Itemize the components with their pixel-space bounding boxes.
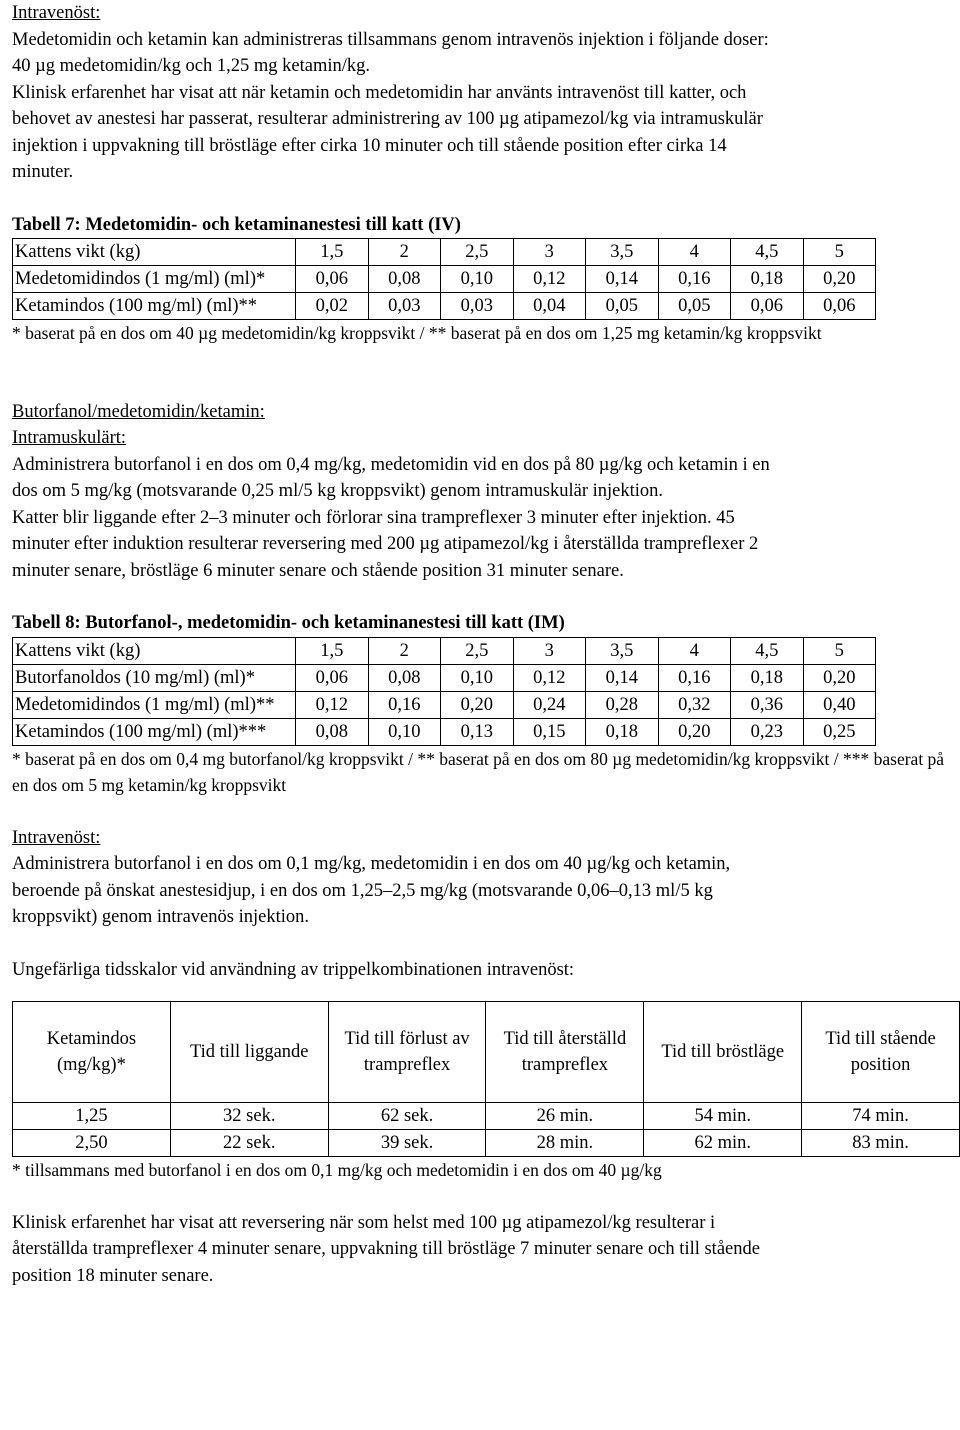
table-cell: 0,14 bbox=[586, 664, 659, 691]
table-cell: Medetomidindos (1 mg/ml) (ml)** bbox=[13, 691, 296, 718]
table-cell: 2,50 bbox=[13, 1130, 171, 1157]
table-cell: 0,24 bbox=[513, 691, 586, 718]
table-cell: 1,5 bbox=[296, 637, 369, 664]
table-cell: 74 min. bbox=[802, 1103, 960, 1130]
bmk-line: Katter blir liggande efter 2–3 minuter och förlorar sina trampreflexer 3 minuter efter injektion. 45 bbox=[12, 507, 735, 528]
bmk-line: minuter efter induktion resulterar reversering med 200 µg atipamezol/kg i återställda trampreflexer 2 bbox=[12, 534, 759, 554]
table-cell: 3,5 bbox=[586, 637, 659, 664]
table-cell: 5 bbox=[803, 239, 876, 266]
iv1-line: Klinisk erfarenhet har visat att när ketamin och medetomidin har använts intravenöst till katter, och bbox=[12, 82, 747, 103]
table-cell: 0,20 bbox=[658, 718, 731, 745]
table-row bbox=[13, 239, 876, 266]
table-cell: 0,15 bbox=[513, 718, 586, 745]
table8-footnote: * baserat på en dos om 0,4 mg butorfanol/kg kroppsvikt / ** baserat på en dos om 80 µg medetomidin/kg kroppsvikt / *** baserat på en dos om 5 mg ketamin/kg kroppsvikt bbox=[12, 748, 945, 795]
table-row bbox=[13, 691, 876, 718]
table-cell: 3 bbox=[513, 239, 586, 266]
table-cell: 0,20 bbox=[803, 664, 876, 691]
table7-footnote: * baserat på en dos om 40 µg medetomidin/kg kroppsvikt / ** baserat på en dos om 1,25 mg ketamin/kg kroppsvikt bbox=[12, 323, 822, 343]
table-cell: Butorfanoldos (10 mg/ml) (ml)* bbox=[13, 664, 296, 691]
table-cell: 0,23 bbox=[731, 718, 804, 745]
table-cell: 0,08 bbox=[368, 266, 441, 293]
table-row bbox=[13, 664, 876, 691]
table-row bbox=[13, 637, 876, 664]
table-cell: 0,13 bbox=[441, 718, 514, 745]
table7-caption: Tabell 7: Medetomidin- och ketaminanestesi till katt (IV) bbox=[12, 214, 461, 235]
table-cell: 62 min. bbox=[644, 1130, 802, 1157]
table-row bbox=[13, 718, 876, 745]
table-cell: 0,16 bbox=[658, 664, 731, 691]
table-header-row bbox=[13, 1002, 960, 1103]
table-row bbox=[13, 1130, 960, 1157]
table-cell: 4,5 bbox=[731, 637, 804, 664]
table-cell: 0,02 bbox=[296, 293, 369, 320]
table-cell: 28 min. bbox=[486, 1130, 644, 1157]
table-cell: 0,10 bbox=[441, 266, 514, 293]
table-cell: 0,18 bbox=[586, 718, 659, 745]
bmk-line: minuter senare, bröstläge 6 minuter senare och stående position 31 minuter senare. bbox=[12, 560, 624, 581]
table-cell: Ketamindos (100 mg/ml) (ml)*** bbox=[13, 718, 296, 745]
iv1-line: behovet av anestesi har passerat, resulterar administrering av 100 µg atipamezol/kg via intramuskulär bbox=[12, 109, 763, 129]
bmk-heading: Butorfanol/medetomidin/ketamin: bbox=[12, 401, 265, 422]
table-cell: 0,28 bbox=[586, 691, 659, 718]
table-cell: 2 bbox=[368, 239, 441, 266]
table-cell: 22 sek. bbox=[170, 1130, 328, 1157]
table-cell: 2,5 bbox=[441, 239, 514, 266]
timescale-footnote: * tillsammans med butorfanol i en dos om 0,1 mg/kg och medetomidin i en dos om 40 µg/kg bbox=[12, 1160, 662, 1180]
table-cell: 0,12 bbox=[513, 266, 586, 293]
bmk-line: Administrera butorfanol i en dos om 0,4 mg/kg, medetomidin vid en dos på 80 µg/kg och ketamin i en bbox=[12, 454, 770, 475]
table-cell: 0,20 bbox=[441, 691, 514, 718]
iv1-line: minuter. bbox=[12, 162, 74, 182]
iv2-line: kroppsvikt) genom intravenös injektion. bbox=[12, 907, 309, 927]
table-cell: 26 min. bbox=[486, 1103, 644, 1130]
table-header-cell: Tid till stående position bbox=[802, 1002, 960, 1103]
table-header-cell: Ketamindos (mg/kg)* bbox=[13, 1002, 171, 1103]
table-cell: 0,06 bbox=[803, 293, 876, 320]
table-cell: 0,06 bbox=[731, 293, 804, 320]
table-cell: 0,04 bbox=[513, 293, 586, 320]
table-cell: 62 sek. bbox=[328, 1103, 486, 1130]
table-cell: 0,08 bbox=[296, 718, 369, 745]
document-page bbox=[12, 0, 952, 1289]
table-cell: 4 bbox=[658, 637, 731, 664]
table-cell: 83 min. bbox=[802, 1130, 960, 1157]
bmk-line: dos om 5 mg/kg (motsvarande 0,25 ml/5 kg kroppsvikt) genom intramuskulär injektion. bbox=[12, 481, 664, 501]
table-cell: 0,20 bbox=[803, 266, 876, 293]
table-cell: 0,16 bbox=[658, 266, 731, 293]
table-cell: 3,5 bbox=[586, 239, 659, 266]
table-cell: 0,25 bbox=[803, 718, 876, 745]
table-cell: 2 bbox=[368, 637, 441, 664]
table8 bbox=[12, 637, 876, 746]
closing-line: återställda trampreflexer 4 minuter senare, uppvakning till bröstläge 7 minuter senare och till stående bbox=[12, 1239, 760, 1259]
table-cell: 4 bbox=[658, 239, 731, 266]
timescale-intro: Ungefärliga tidsskalor vid användning av trippelkombinationen intravenöst: bbox=[12, 959, 575, 980]
table-cell: 0,10 bbox=[368, 718, 441, 745]
table-cell: 0,16 bbox=[368, 691, 441, 718]
table-cell: 32 sek. bbox=[170, 1103, 328, 1130]
table-cell: 0,18 bbox=[731, 664, 804, 691]
iv1-heading: Intravenöst: bbox=[12, 3, 101, 23]
table-cell: 0,10 bbox=[441, 664, 514, 691]
table-cell: 0,36 bbox=[731, 691, 804, 718]
iv2-line: Administrera butorfanol i en dos om 0,1 mg/kg, medetomidin i en dos om 40 µg/kg och ketamin, bbox=[12, 854, 731, 874]
table-cell: 0,05 bbox=[586, 293, 659, 320]
table-cell: Medetomidindos (1 mg/ml) (ml)* bbox=[13, 266, 296, 293]
closing-line: Klinisk erfarenhet har visat att reversering när som helst med 100 µg atipamezol/kg resulterar i bbox=[12, 1212, 716, 1233]
iv1-line: injektion i uppvakning till bröstläge efter cirka 10 minuter och till stående position efter cirka 14 bbox=[12, 135, 727, 156]
table-cell: 0,05 bbox=[658, 293, 731, 320]
table-row bbox=[13, 1103, 960, 1130]
table-header-cell: Tid till bröstläge bbox=[644, 1002, 802, 1103]
table-cell: 0,08 bbox=[368, 664, 441, 691]
table-cell: Kattens vikt (kg) bbox=[13, 239, 296, 266]
iv1-line: 40 µg medetomidin/kg och 1,25 mg ketamin/kg. bbox=[12, 56, 371, 76]
table-cell: 0,03 bbox=[441, 293, 514, 320]
table-cell: 39 sek. bbox=[328, 1130, 486, 1157]
table7 bbox=[12, 238, 876, 320]
table-cell: 4,5 bbox=[731, 239, 804, 266]
table-cell: 0,40 bbox=[803, 691, 876, 718]
table-cell: 0,14 bbox=[586, 266, 659, 293]
table-header-cell: Tid till återställd trampreflex bbox=[486, 1002, 644, 1103]
table-cell: 2,5 bbox=[441, 637, 514, 664]
table-cell: Ketamindos (100 mg/ml) (ml)** bbox=[13, 293, 296, 320]
timescale-table bbox=[12, 1001, 960, 1157]
table-cell: 1,25 bbox=[13, 1103, 171, 1130]
table-cell: 0,12 bbox=[296, 691, 369, 718]
table-cell: 0,12 bbox=[513, 664, 586, 691]
table-cell: 3 bbox=[513, 637, 586, 664]
table-cell: 1,5 bbox=[296, 239, 369, 266]
table-cell: 0,06 bbox=[296, 664, 369, 691]
table-cell: 0,03 bbox=[368, 293, 441, 320]
table-cell: 0,32 bbox=[658, 691, 731, 718]
iv2-line: beroende på önskat anestesidjup, i en dos om 1,25–2,5 mg/kg (motsvarande 0,06–0,13 ml/5 kg bbox=[12, 880, 713, 901]
table-row bbox=[13, 266, 876, 293]
table8-caption: Tabell 8: Butorfanol-, medetomidin- och ketaminanestesi till katt (IM) bbox=[12, 613, 565, 633]
table-row bbox=[13, 293, 876, 320]
table-cell: 0,18 bbox=[731, 266, 804, 293]
table-cell: 5 bbox=[803, 637, 876, 664]
bmk-subheading: Intramuskulärt: bbox=[12, 428, 127, 448]
iv2-heading: Intravenöst: bbox=[12, 827, 101, 848]
table-cell: Kattens vikt (kg) bbox=[13, 637, 296, 664]
table-header-cell: Tid till förlust av trampreflex bbox=[328, 1002, 486, 1103]
table-cell: 0,06 bbox=[296, 266, 369, 293]
iv1-line: Medetomidin och ketamin kan administreras tillsammans genom intravenös injektion i följande doser: bbox=[12, 29, 769, 50]
table-header-cell: Tid till liggande bbox=[170, 1002, 328, 1103]
closing-line: position 18 minuter senare. bbox=[12, 1265, 214, 1286]
table-cell: 54 min. bbox=[644, 1103, 802, 1130]
